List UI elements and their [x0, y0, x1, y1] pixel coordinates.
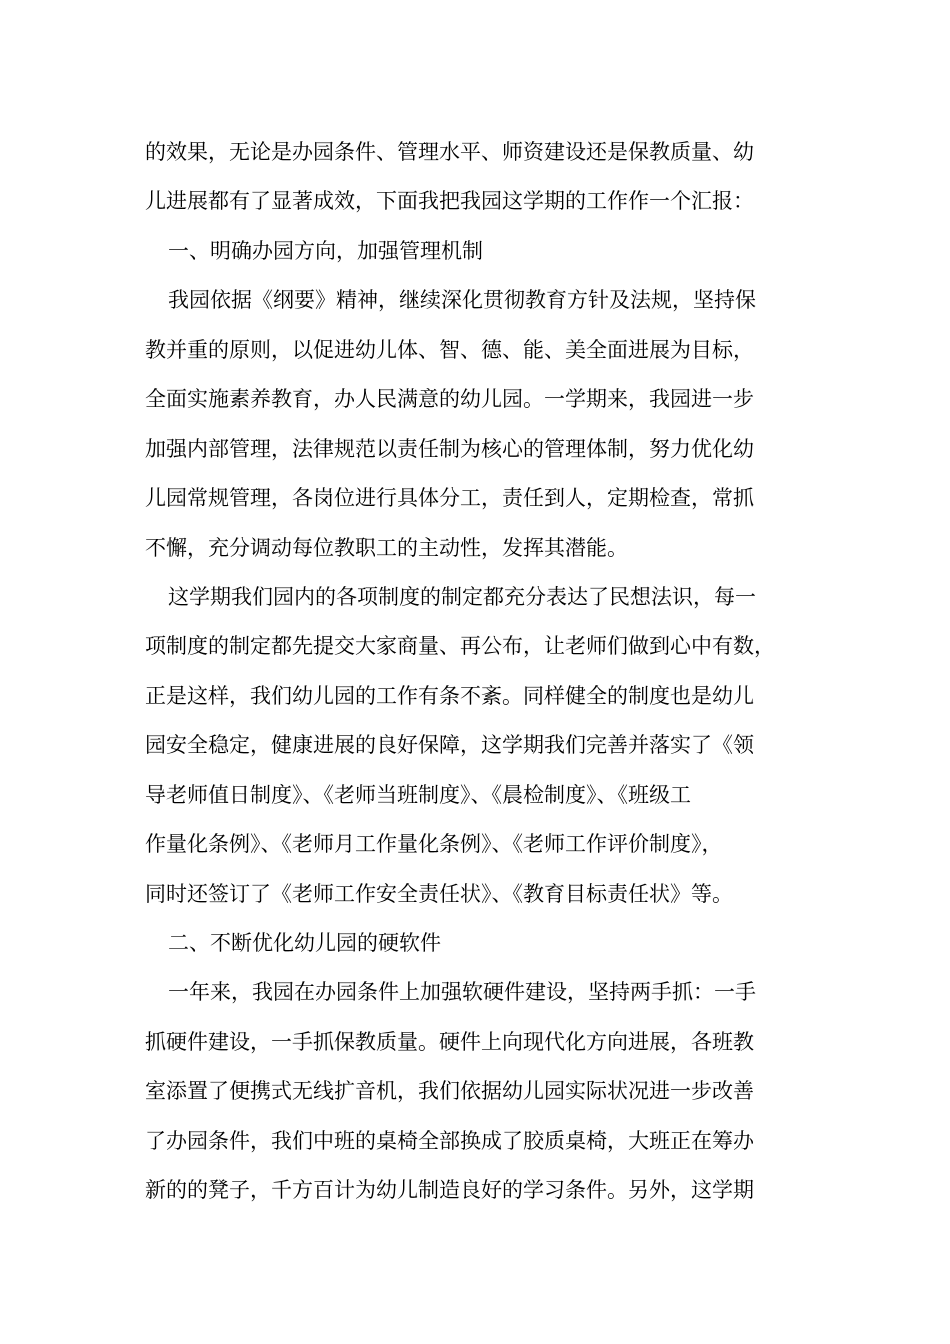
text-line: 教并重的原则，以促进幼儿体、智、德、能、美全面进展为目标， [145, 337, 754, 362]
text-line: 全面实施素养教育，办人民满意的幼儿园。一学期来，我园进一步 [145, 387, 754, 412]
text-line: 这学期我们园内的各项制度的制定都充分表达了民想法识，每一 [168, 584, 756, 609]
text-line: 抓硬件建设，一手抓保教质量。硬件上向现代化方向进展，各班教 [145, 1029, 754, 1054]
text-line: 同时还签订了《老师工作安全责任状》、《教育目标责任状》等。 [145, 881, 733, 906]
text-line: 儿园常规管理，各岗位进行具体分工，责任到人，定期检查，常抓 [145, 486, 754, 511]
text-line: 一年来，我园在办园条件上加强软硬件建设，坚持两手抓：一手 [168, 980, 756, 1005]
text-line: 正是这样，我们幼儿园的工作有条不紊。同样健全的制度也是幼儿 [145, 683, 754, 708]
text-line: 园安全稳定，健康进展的良好保障，这学期我们完善并落实了《领 [145, 733, 754, 758]
text-line: 我园依据《纲要》精神，继续深化贯彻教育方针及法规，坚持保 [168, 288, 756, 313]
text-line: 项制度的制定都先提交大家商量、再公布，让老师们做到心中有数， [145, 634, 775, 659]
text-line: 导老师值日制度》、《老师当班制度》、《晨检制度》、《班级工 [145, 782, 691, 807]
document-body [145, 128, 825, 1216]
text-line: 二、不断优化幼儿园的硬软件 [168, 931, 441, 955]
text-line: 一、明确办园方向，加强管理机制 [168, 238, 483, 263]
text-line: 了办园条件，我们中班的桌椅全部换成了胶质桌椅，大班正在筹办 [145, 1128, 754, 1153]
text-line: 作量化条例》、《老师月工作量化条例》、《老师工作评价制度》， [145, 832, 723, 857]
text-line: 不懈，充分调动每位教职工的主动性，发挥其潜能。 [145, 535, 628, 560]
text-line: 室添置了便携式无线扩音机，我们依据幼儿园实际状况进一步改善 [145, 1079, 754, 1104]
text-line: 加强内部管理，法律规范以责任制为核心的管理体制，努力优化幼 [145, 436, 754, 461]
text-line: 的效果，无论是办园条件、管理水平、师资建设还是保教质量、幼 [145, 140, 754, 164]
text-line: 新的的凳子，千方百计为幼儿制造良好的学习条件。另外，这学期 [145, 1178, 754, 1203]
text-line: 儿进展都有了显著成效，下面我把我园这学期的工作作一个汇报： [145, 189, 754, 214]
